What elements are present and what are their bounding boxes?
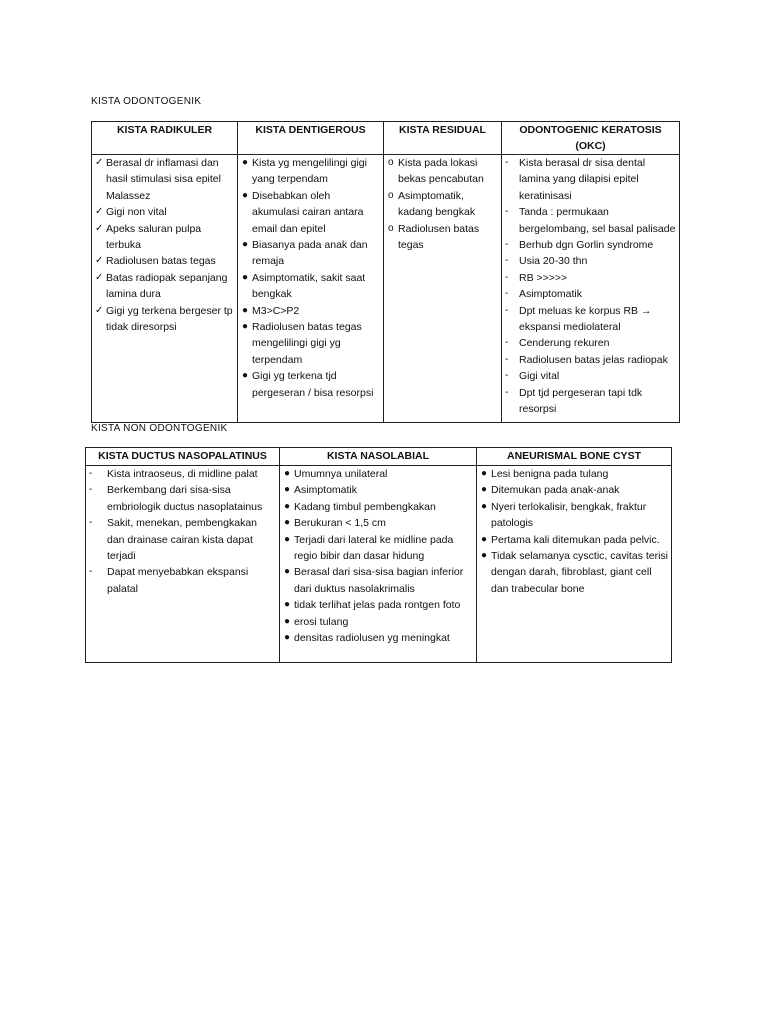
list-item-text: Dapat menyebabkan ekspansi palatal (107, 566, 249, 595)
dash-marker: - (89, 468, 93, 479)
list-item (283, 564, 473, 597)
dash-marker: - (505, 288, 509, 300)
cell-radikuler (92, 155, 238, 423)
bullet-marker: ● (242, 271, 249, 283)
list-item (283, 482, 473, 498)
bullet-marker: ● (242, 189, 249, 201)
list-item-text: Berasal dari sisa-sisa bagian inferior dari duktus nasolakrimalis (294, 566, 464, 595)
bullet-marker: ● (284, 517, 291, 529)
list-item (505, 253, 676, 269)
dash-marker: - (505, 370, 509, 382)
list-item-text: Apeks saluran pulpa terbuka (106, 222, 202, 252)
list-item (480, 532, 668, 548)
list-item (387, 188, 498, 221)
list-item-text: densitas radiolusen yg meningkat (294, 632, 450, 645)
table-kista-odontogenik (91, 121, 680, 423)
list-item (89, 564, 276, 597)
check-marker: ✓ (95, 304, 104, 316)
cell-nasolabial (280, 466, 477, 663)
dash-marker: - (505, 271, 509, 283)
dash-marker: - (89, 517, 93, 529)
dash-marker: - (89, 566, 93, 578)
list-item (95, 270, 234, 303)
list-item-text: Kista berasal dr sisa dental lamina yang dilapisi epitel keratinisasi (519, 157, 646, 202)
list-item (89, 515, 276, 564)
bullet-marker: ● (242, 157, 249, 168)
list-item (505, 155, 676, 204)
list-item (505, 368, 676, 384)
list-item (480, 499, 668, 532)
list-item (480, 548, 668, 597)
cell-okc (502, 155, 680, 423)
list-item (480, 482, 668, 498)
list-item (387, 221, 498, 254)
bullet-marker: ● (284, 468, 291, 479)
list-item-text: Ditemukan pada anak-anak (491, 484, 620, 497)
list-item (387, 155, 498, 188)
header-ductus-nasopalatinus: KISTA DUCTUS NASOPALATINUS (86, 448, 280, 466)
list-item-text: Gigi yg terkena bergeser tp tidak diresorpsi (106, 304, 233, 334)
list-item-text: Tanda : permukaan bergelombang, sel basal palisade (519, 206, 676, 235)
list-item-text: Gigi yg terkena tjd pergeseran / bisa resorpsi (252, 370, 374, 399)
list-item-text: Radiolusen batas jelas radiopak (519, 353, 668, 366)
list-item (505, 385, 676, 418)
list-item-text: Sakit, menekan, pembengkakan dan drainase cairan kista dapat terjadi (107, 517, 258, 563)
list-item-text: Berhub dgn Gorlin syndrome (519, 239, 654, 252)
list-item-text: Pertama kali ditemukan pada pelvic. (491, 533, 660, 546)
list-item-text: Radiolusen batas tegas (398, 222, 480, 252)
bullet-marker: ● (284, 484, 291, 496)
circle-marker: o (388, 157, 394, 168)
list-item (283, 532, 473, 565)
list-item-text: Asimptomatik (294, 484, 358, 497)
list-item-text: Radiolusen batas tegas mengelilingi gigi yg terpendam (252, 321, 362, 366)
list-item-text: Nyeri terlokalisir, bengkak, fraktur patologis (491, 500, 647, 530)
list-item-text: Umumnya unilateral (294, 468, 388, 480)
bullet-marker: ● (481, 484, 488, 496)
header-kista-residual: KISTA RESIDUAL (384, 122, 502, 155)
dash-marker: - (89, 484, 93, 496)
dash-marker: - (505, 157, 509, 168)
list-item (505, 303, 676, 336)
list-item (241, 188, 380, 237)
list-item (505, 335, 676, 351)
dash-marker: - (505, 386, 509, 398)
bullet-marker: ● (284, 533, 291, 545)
list-item (283, 614, 473, 630)
cell-abc (477, 466, 672, 663)
list-item (95, 155, 234, 204)
bullet-marker: ● (284, 566, 291, 578)
check-marker: ✓ (95, 222, 104, 234)
list-item-text: Berasal dr inflamasi dan hasil stimulasi sisa epitel Malassez (106, 157, 221, 202)
list-item (95, 204, 234, 220)
circle-marker: o (388, 222, 394, 234)
list-item-text: Kista yg mengelilingi gigi yang terpendam (252, 157, 367, 186)
list-item-text: tidak terlihat jelas pada rontgen foto (294, 599, 461, 612)
dash-marker: - (505, 337, 509, 349)
list-item (505, 237, 676, 253)
list-item-text: Kadang timbul pembengkakan (294, 500, 436, 513)
bullet-marker: ● (284, 615, 291, 627)
check-marker: ✓ (95, 157, 104, 168)
list-item-text: Asimptomatik (519, 288, 583, 301)
dash-marker: - (505, 353, 509, 365)
check-marker: ✓ (95, 206, 104, 218)
list-item-text: Batas radiopak sepanjang lamina dura (106, 271, 228, 301)
bullet-marker: ● (481, 500, 488, 512)
list-item (505, 286, 676, 302)
bullet-marker: ● (242, 321, 249, 333)
list-item-text: M3>C>P2 (252, 304, 300, 317)
list-item (283, 499, 473, 515)
bullet-marker: ● (481, 468, 488, 479)
list-item-text: Usia 20-30 thn (519, 255, 588, 268)
list-item-text: Berkembang dari sisa-sisa embriologik ductus nasoplatainus (107, 484, 263, 513)
list-item-text: Gigi non vital (106, 206, 167, 219)
list-item (241, 319, 380, 368)
list-item-text: Terjadi dari lateral ke midline pada regio bibir dan dasar hidung (294, 533, 454, 563)
list-item (95, 253, 234, 269)
list-item (241, 155, 380, 188)
list-item-text: Lesi benigna pada tulang (491, 468, 609, 480)
list-item (241, 368, 380, 401)
list-item (89, 466, 276, 482)
cell-residual (384, 155, 502, 423)
table-kista-non-odontogenik (85, 447, 672, 663)
dash-marker: - (505, 255, 509, 267)
list-item-text: erosi tulang (294, 615, 349, 628)
list-item (505, 204, 676, 237)
header-kista-nasolabial: KISTA NASOLABIAL (280, 448, 477, 466)
header-kista-dentigerous: KISTA DENTIGEROUS (238, 122, 384, 155)
bullet-marker: ● (481, 550, 488, 562)
list-item (505, 270, 676, 286)
list-item-text: Tidak selamanya cysctic, cavitas terisi dengan darah, fibroblast, giant cell dan trabecular bone (491, 550, 668, 595)
list-item-text: Radiolusen batas tegas (106, 255, 216, 268)
list-item-text: Disebabkan oleh akumulasi cairan antara email dan epitel (252, 189, 364, 235)
circle-marker: o (388, 189, 394, 201)
cell-nasopalatinus (86, 466, 280, 663)
list-item-text: Cenderung rekuren (519, 337, 610, 350)
list-item (283, 515, 473, 531)
bullet-marker: ● (242, 239, 249, 251)
bullet-marker: ● (242, 370, 249, 382)
header-aneurismal-bone-cyst: ANEURISMAL BONE CYST (477, 448, 672, 466)
list-item-text: RB >>>>> (519, 271, 568, 284)
list-item (480, 466, 668, 482)
list-item-text: Asimptomatik, kadang bengkak (398, 189, 476, 219)
list-item (283, 630, 473, 646)
section-title-odontogenik: KISTA ODONTOGENIK (91, 96, 202, 107)
list-item-text: Dpt meluas ke korpus RB → ekspansi mediolateral (519, 304, 652, 334)
list-item (95, 303, 234, 336)
check-marker: ✓ (95, 255, 104, 267)
bullet-marker: ● (284, 500, 291, 512)
bullet-marker: ● (481, 533, 488, 545)
dash-marker: - (505, 239, 509, 251)
dash-marker: - (505, 304, 509, 316)
dash-marker: - (505, 206, 509, 218)
list-item (89, 482, 276, 515)
list-item-text: Berukuran < 1,5 cm (294, 517, 386, 530)
list-item-text: Gigi vital (519, 370, 560, 383)
list-item-text: Kista pada lokasi bekas pencabutan (398, 157, 484, 186)
bullet-marker: ● (284, 632, 291, 644)
bullet-marker: ● (242, 304, 249, 316)
list-item-text: Biasanya pada anak dan remaja (252, 239, 368, 268)
list-item-text: Kista intraoseus, di midline palat (107, 468, 258, 480)
list-item (241, 303, 380, 319)
header-kista-radikuler: KISTA RADIKULER (92, 122, 238, 155)
list-item-text: Asimptomatik, sakit saat bengkak (252, 271, 366, 301)
list-item (283, 466, 473, 482)
list-item (95, 221, 234, 254)
list-item-text: Dpt tjd pergeseran tapi tdk resorpsi (519, 386, 643, 416)
bullet-marker: ● (284, 599, 291, 611)
header-okc: ODONTOGENIC KERATOSIS (OKC) (502, 122, 680, 155)
section-title-non-odontogenik: KISTA NON ODONTOGENIK (91, 423, 228, 434)
list-item (283, 597, 473, 613)
list-item (241, 237, 380, 270)
check-marker: ✓ (95, 271, 104, 283)
list-item (505, 352, 676, 368)
list-item (241, 270, 380, 303)
cell-dentigerous (238, 155, 384, 423)
